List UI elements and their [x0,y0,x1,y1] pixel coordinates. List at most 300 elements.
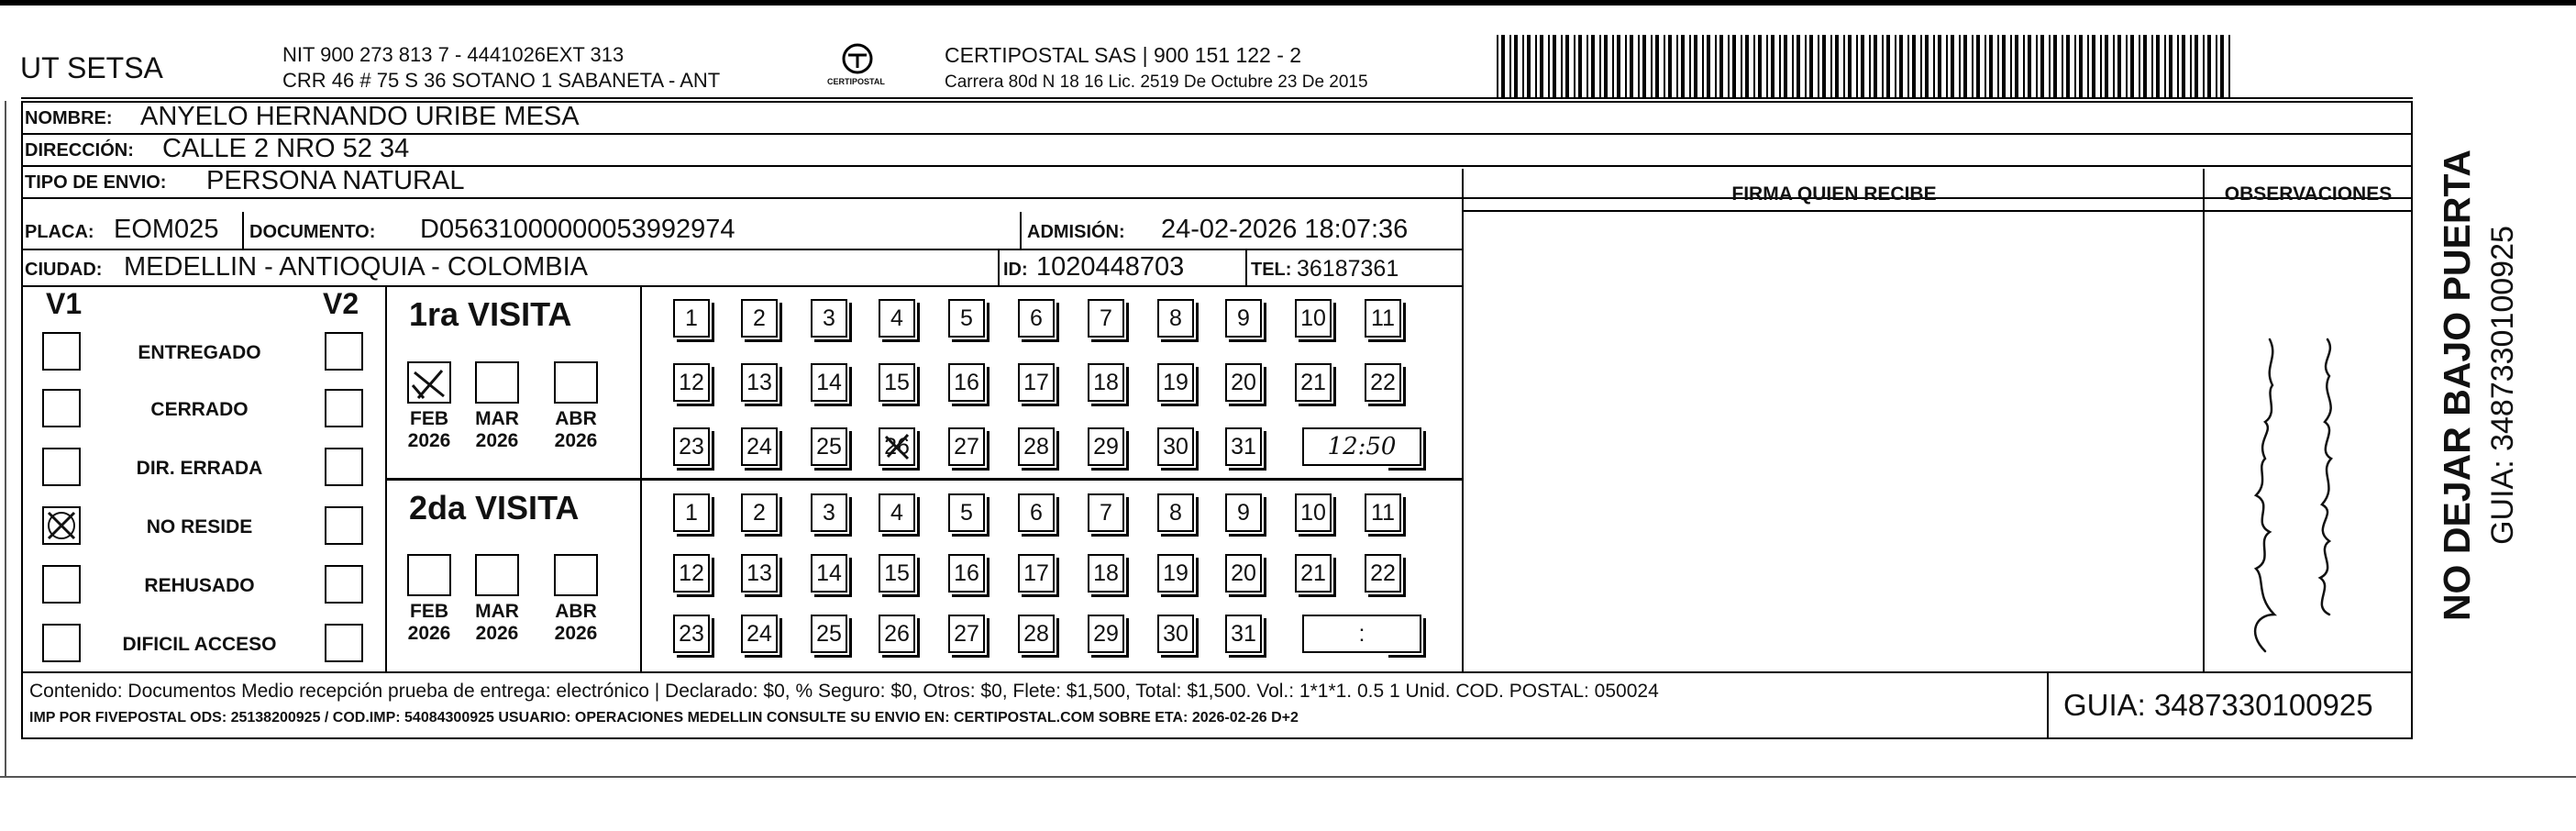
tel-value: 36187361 [1297,256,1399,282]
barcode-bar [1946,35,1948,97]
barcode-icon [1497,35,2230,97]
visit1-day-number: 29 [1093,434,1119,460]
barcode-bar [1612,35,1614,97]
visit2-day-number: 23 [679,621,704,647]
certipostal-line2: Carrera 80d N 18 16 Lic. 2519 De Octubre 23 De 2015 [945,72,1368,92]
visit1-day-box[interactable] [1365,363,1401,402]
visit1-day-number: 3 [823,305,835,331]
visit1-day-box[interactable] [1157,299,1194,338]
outer-line-top [21,97,2413,99]
visit1-day-box[interactable] [1295,299,1332,338]
visit1-day-number: 4 [890,305,903,331]
tel-label: TEL: [1251,260,1292,280]
nit-line: NIT 900 273 813 7 - 4441026EXT 313 [282,43,625,66]
visit1-day-number: 19 [1163,370,1188,395]
firma-left-line [1462,169,1464,671]
visit2-day-box[interactable] [1365,493,1401,532]
visit1-day-number: 20 [1231,370,1256,395]
barcode-bar [1882,35,1884,97]
visit1-day-box[interactable] [673,299,710,338]
ciudad-label: CIUDAD: [25,260,103,280]
visit2-day-box[interactable] [948,554,985,593]
visit1-day-number: 1 [685,305,698,331]
barcode-bar [1920,35,1922,97]
visit2-day-box[interactable] [1088,615,1124,653]
visit2-day-number: 19 [1163,560,1188,586]
barcode-bar [1925,35,1929,97]
visit1-day-number: 10 [1300,305,1326,331]
nombre-value: ANYELO HERNANDO URIBE MESA [140,102,580,131]
barcode [1497,35,2230,97]
visit2-day-number: 30 [1163,621,1188,647]
barcode-bar [1830,35,1832,97]
visit1-day-box[interactable] [673,427,710,466]
visit1-day-box[interactable] [1157,427,1194,466]
barcode-bar [1707,35,1710,97]
barcode-bar [1861,35,1864,97]
visit2-day-number: 31 [1231,621,1256,647]
visit1-day-box[interactable] [948,299,985,338]
visit1-day-number: 25 [816,434,842,460]
visit1-day-box[interactable] [1295,363,1332,402]
v2-label: V2 [323,287,359,320]
visit2-day-number: 20 [1231,560,1256,586]
barcode-bar [2203,35,2205,97]
visit2-day-number: 17 [1023,560,1049,586]
visit2-time-box [1302,615,1421,653]
v2-checkbox[interactable] [325,506,363,545]
barcode-bar [2228,35,2230,97]
visit2-month-checkbox[interactable] [475,554,519,596]
status-label: DIFICIL ACCESO [122,634,277,655]
tel-divider [1245,250,1247,285]
outer-line-left [5,101,6,776]
visit1-day-number: 24 [746,434,772,460]
visit2-day-box[interactable] [879,554,915,593]
visit2-day-box[interactable] [879,493,915,532]
visit2-day-number: 21 [1300,560,1326,586]
barcode-bar [1587,35,1588,97]
visit1-day-box[interactable] [879,427,915,466]
visit2-day-box[interactable] [673,615,710,653]
barcode-bar [1933,35,1935,97]
visit1-day-number: 5 [960,305,973,331]
barcode-bar [2164,35,2166,97]
barcode-bar [1758,35,1762,97]
visit1-time-box [1302,427,1421,466]
outer-line-bottom [0,776,2576,778]
v1-checkbox[interactable] [42,332,81,371]
certipostal-logo [825,40,890,97]
certipostal-logo-icon [825,40,890,97]
barcode-bar [1578,35,1582,97]
visit2-day-box[interactable] [1157,615,1194,653]
top-band [0,0,2576,6]
visit2-day-box[interactable] [811,615,847,653]
status-label: REHUSADO [144,575,255,596]
barcode-bar [2015,35,2018,97]
id-value: 1020448703 [1036,252,1185,282]
side-guia: GUIA: 3487330100925 [2485,226,2520,545]
visit2-day-number: 11 [1371,500,1395,526]
visit2-month-year: 2026 [554,623,598,644]
visit1-month-checkbox[interactable] [554,361,598,404]
v2-checkbox[interactable] [325,565,363,604]
visit2-day-number: 10 [1300,500,1326,526]
visit1-day-number: 22 [1370,370,1396,395]
visit2-day-number: 25 [816,621,842,647]
footer-line2: IMP POR FIVEPOSTAL ODS: 25138200925 / COD.IMP: 54084300925 USUARIO: OPERACIONES MEDELLIN CONSULTE SU ENVIO EN: CERTIPOSTAL.COM SOBRE ETA: 2026-02-26 D+2 [29,710,1299,726]
barcode-bar [1574,35,1575,97]
placa-value: EOM025 [114,215,219,244]
barcode-bar [1527,35,1531,97]
visit1-day-box[interactable] [1088,299,1124,338]
address-line: CRR 46 # 75 S 36 SOTANO 1 SABANETA - ANT [282,69,721,92]
visit2-day-box[interactable] [1295,493,1332,532]
barcode-bar [1664,35,1665,97]
barcode-bar [1869,35,1871,97]
status-label: DIR. ERRADA [136,458,263,479]
visit2-day-box[interactable] [1157,554,1194,593]
barcode-bar [1565,35,1569,97]
v1-checkbox[interactable] [42,448,81,486]
visit1-day-box[interactable] [879,363,915,402]
visit1-month-year: 2026 [407,430,451,451]
visit1-day-box[interactable] [1225,299,1262,338]
barcode-bar [2028,35,2031,97]
observation-handwriting [2201,312,2403,660]
visit2-day-number: 18 [1093,560,1119,586]
admision-label: ADMISIÓN: [1027,222,1125,242]
visit2-day-box[interactable] [741,554,778,593]
visit2-month-label: MAR [475,601,519,622]
visit2-month-label: ABR [555,601,597,622]
visit2-day-number: 16 [954,560,979,586]
v1-checkbox[interactable] [42,389,81,427]
certipostal-line1: CERTIPOSTAL SAS | 900 151 122 - 2 [945,43,1302,67]
barcode-bar [1732,35,1736,97]
barcode-bar [2130,35,2134,97]
direccion-row [23,135,2411,167]
barcode-bar [1630,35,1633,97]
visit1-day-box[interactable] [811,427,847,466]
visit1-month-year: 2026 [554,430,598,451]
barcode-bar [1522,35,1524,97]
barcode-bar [1715,35,1717,97]
ciudad-value: MEDELLIN - ANTIOQUIA - COLOMBIA [124,252,588,282]
barcode-bar [1848,35,1852,97]
visit1-day-number: 15 [884,370,910,395]
placa-label: PLACA: [25,222,94,242]
side-warning: NO DEJAR BAJO PUERTA [2436,149,2478,622]
barcode-bar [1809,35,1813,97]
barcode-bar [2105,35,2108,97]
barcode-bar [1651,35,1653,97]
barcode-bar [1655,35,1659,97]
visit1-day-box[interactable] [1365,299,1401,338]
visit2-day-number: 7 [1100,500,1112,526]
visit2-day-box[interactable] [1018,493,1055,532]
visit1-day-box[interactable] [1225,363,1262,402]
barcode-bar [1625,35,1627,97]
barcode-bar [1501,35,1505,97]
visit1-month-label: FEB [410,408,448,429]
barcode-bar [2023,35,2025,97]
visit2-day-box[interactable] [1365,554,1401,593]
barcode-bar [1599,35,1601,97]
visit2-day-number: 6 [1030,500,1043,526]
footer-top-line [23,671,2411,673]
documento-label: DOCUMENTO: [249,222,376,242]
visit2-day-box[interactable] [811,554,847,593]
barcode-bar [1702,35,1704,97]
visit1-day-number: 28 [1023,434,1049,460]
visit2-day-number: 15 [884,560,910,586]
visit2-day-number: 5 [960,500,973,526]
barcode-bar [1951,35,1954,97]
barcode-bar [1681,35,1685,97]
barcode-bar [1535,35,1537,97]
barcode-bar [2156,35,2160,97]
visit2-day-box[interactable] [1157,493,1194,532]
v2-checkbox[interactable] [325,624,363,662]
documento-value: D05631000000053992974 [420,215,735,244]
v1-checkbox[interactable] [42,565,81,604]
visit2-title: 2da VISITA [409,489,580,526]
barcode-bar [1976,35,1980,97]
visit1-day-number: 30 [1163,434,1188,460]
visit1-day-box[interactable] [1225,427,1262,466]
footer-line1: Contenido: Documentos Medio recepción prueba de entrega: electrónico | Declarado: $0, % Seguro: $0, Otros: $0, Flete: $1,500, Total: $1,500. Vol.: 1*1*1. 0.5 1 Unid. COD. POSTAL: 050024 [29,681,1659,702]
barcode-bar [1548,35,1550,97]
id-label: ID: [1003,260,1028,280]
visit1-day-box[interactable] [741,427,778,466]
visit2-day-box[interactable] [1088,554,1124,593]
visit2-day-number: 3 [823,500,835,526]
barcode-bar [1835,35,1839,97]
barcode-bar [1822,35,1826,97]
visit2-day-box[interactable] [879,615,915,653]
visit2-month-checkbox[interactable] [554,554,598,596]
barcode-bar [2143,35,2147,97]
visit2-day-box[interactable] [673,554,710,593]
visit2-day-number: 4 [890,500,903,526]
v2-checkbox[interactable] [325,448,363,486]
visit2-day-box[interactable] [1018,615,1055,653]
barcode-bar [1497,35,1498,97]
checkmark-x-icon [44,508,79,543]
barcode-bar [1792,35,1794,97]
barcode-bar [1912,35,1916,97]
barcode-bar [2177,35,2179,97]
visit1-day-box[interactable] [879,299,915,338]
company-name: UT SETSA [20,51,163,84]
visit2-day-box[interactable] [741,615,778,653]
direccion-label: DIRECCIÓN: [25,140,134,161]
v2-checkbox[interactable] [325,389,363,427]
barcode-bar [2220,35,2224,97]
visit1-day-box[interactable] [811,363,847,402]
visit1-day-number: 6 [1030,305,1043,331]
visit1-day-box[interactable] [1018,299,1055,338]
barcode-bar [1843,35,1845,97]
barcode-bar [1676,35,1678,97]
visit2-day-box[interactable] [741,493,778,532]
nombre-row [23,103,2411,135]
visit1-day-number: 27 [954,434,979,460]
barcode-bar [2053,35,2057,97]
barcode-bar [2151,35,2153,97]
visit1-time-handwritten: 12:50 [1327,433,1397,460]
visit1-day-box[interactable] [741,363,778,402]
visit1-day-number: 21 [1300,370,1326,395]
visit1-day-number: 8 [1169,305,1182,331]
barcode-bar [2113,35,2115,97]
barcode-bar [1514,35,1518,97]
barcode-bar [2195,35,2198,97]
barcode-bar [1784,35,1787,97]
direccion-value: CALLE 2 NRO 52 34 [162,134,410,163]
barcode-bar [2092,35,2095,97]
visit1-day-box[interactable] [948,427,985,466]
visit1-month-checkbox[interactable] [475,361,519,404]
v2-checkbox[interactable] [325,332,363,371]
visit1-month-label: MAR [475,408,519,429]
observation-handwriting-text [2201,312,2210,313]
barcode-bar [1766,35,1768,97]
visit2-day-box[interactable] [948,493,985,532]
checkmark-x-icon [409,363,449,402]
barcode-bar [1959,35,1961,97]
visit2-day-box[interactable] [811,493,847,532]
barcode-bar [2087,35,2089,97]
barcode-bar [1509,35,1511,97]
visit2-day-number: 26 [884,621,910,647]
visit2-day-number: 14 [816,560,842,586]
v1-label: V1 [46,287,83,320]
visit2-day-number: 27 [954,621,979,647]
admision-value: 24-02-2026 18:07:36 [1161,215,1409,244]
barcode-bar [1638,35,1640,97]
barcode-bar [1728,35,1730,97]
barcode-bar [1818,35,1819,97]
visit2-month-year: 2026 [475,623,519,644]
visit1-day-box[interactable] [948,363,985,402]
visit1-day-box[interactable] [1088,427,1124,466]
barcode-bar [1617,35,1620,97]
barcode-bar [2002,35,2006,97]
barcode-bar [2040,35,2044,97]
barcode-bar [1997,35,1999,97]
visit1-day-box[interactable] [673,363,710,402]
visit1-day-box[interactable] [741,299,778,338]
barcode-bar [1741,35,1742,97]
visit-divider-line [387,478,1462,481]
visit2-day-box[interactable] [1225,493,1262,532]
barcode-bar [2036,35,2038,97]
barcode-bar [2079,35,2083,97]
visit1-day-box[interactable] [1157,363,1194,402]
barcode-bar [2207,35,2211,97]
nombre-label: NOMBRE: [25,108,113,128]
barcode-bar [1719,35,1723,97]
visit2-day-number: 13 [746,560,772,586]
visit1-day-number: 14 [816,370,842,395]
barcode-bar [1753,35,1755,97]
visit1-day-box[interactable] [811,299,847,338]
visit1-day-box[interactable] [1088,363,1124,402]
status-label: NO RESIDE [146,516,253,537]
visit1-day-number: 13 [746,370,772,395]
barcode-bar [1972,35,1973,97]
visit2-day-box[interactable] [1088,493,1124,532]
visit1-day-number: 16 [954,370,979,395]
visit2-day-box[interactable] [948,615,985,653]
visit2-time: : [1358,621,1365,647]
visit1-day-number: 31 [1231,434,1256,460]
id-divider [998,250,1000,285]
tipo-label: TIPO DE ENVIO: [25,172,167,193]
handwriting-icon [2201,312,2403,660]
firma-header: FIRMA QUIEN RECIBE [1731,183,1937,205]
visit2-day-box[interactable] [1018,554,1055,593]
logo-text: CERTIPOSTAL [827,77,885,86]
barcode-bar [1856,35,1858,97]
barcode-bar [1771,35,1774,97]
visit2-month-checkbox[interactable] [407,554,451,596]
visit2-day-box[interactable] [1225,615,1262,653]
barcode-bar [1963,35,1967,97]
barcode-bar [2066,35,2070,97]
visit2-day-box[interactable] [1225,554,1262,593]
status-label: ENTREGADO [138,342,261,363]
visit1-day-number: 9 [1237,305,1250,331]
visit1-day-number: 12 [679,370,704,395]
barcode-bar [2010,35,2012,97]
visit2-day-box[interactable] [673,493,710,532]
visit1-day-number: 18 [1093,370,1119,395]
barcode-bar [1694,35,1697,97]
barcode-bar [2126,35,2128,97]
barcode-bar [1689,35,1691,97]
v1-checkbox[interactable] [42,506,81,545]
barcode-bar [2169,35,2172,97]
visit1-day-number: 7 [1100,305,1112,331]
barcode-bar [1779,35,1781,97]
admision-divider [1020,212,1022,249]
visit1-day-box[interactable] [1018,427,1055,466]
v1-checkbox[interactable] [42,624,81,662]
visit2-day-number: 8 [1169,500,1182,526]
visit1-day-number: 11 [1371,305,1395,331]
visit2-day-number: 22 [1370,560,1396,586]
barcode-bar [2062,35,2063,97]
barcode-bar [2117,35,2121,97]
visit1-day-box[interactable] [1018,363,1055,402]
observaciones-header: OBSERVACIONES [2224,183,2393,205]
visit2-month-year: 2026 [407,623,451,644]
barcode-bar [1907,35,1909,97]
visit2-day-box[interactable] [1295,554,1332,593]
barcode-bar [2182,35,2185,97]
barcode-bar [1642,35,1646,97]
visit1-month-checkbox[interactable] [407,361,451,404]
tipo-value: PERSONA NATURAL [206,166,465,195]
checkmark-x-icon [880,429,913,464]
visit1-month-year: 2026 [475,430,519,451]
barcode-bar [1745,35,1749,97]
visit2-month-label: FEB [410,601,448,622]
